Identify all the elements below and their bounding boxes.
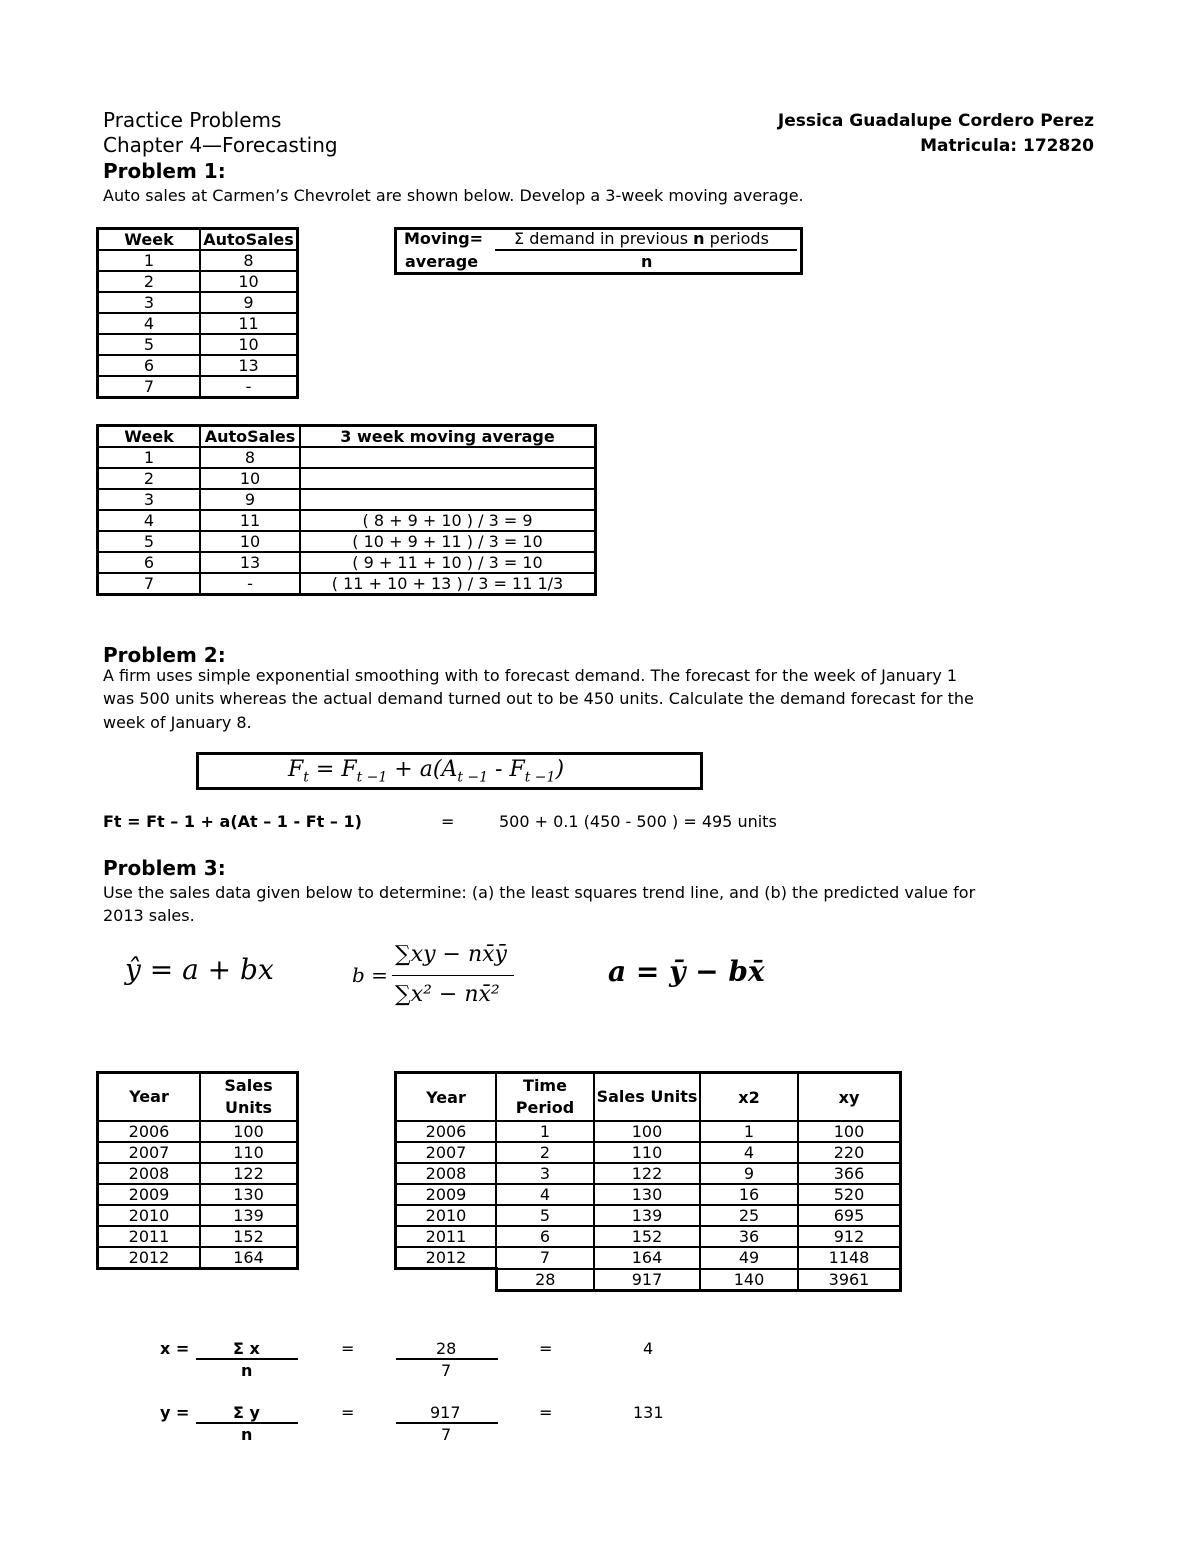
table-row bbox=[396, 1163, 901, 1184]
cell: 152 bbox=[200, 1226, 298, 1247]
cell: 130 bbox=[200, 1184, 298, 1205]
ybar-eq1: = bbox=[341, 1403, 355, 1422]
cell bbox=[300, 489, 596, 510]
ybar-label: y = bbox=[160, 1403, 190, 1422]
problem3-line2: 2013 sales. bbox=[103, 906, 195, 925]
table-header-row bbox=[98, 426, 596, 448]
table-row bbox=[98, 292, 298, 313]
table-row bbox=[98, 552, 596, 573]
cell: 139 bbox=[594, 1205, 700, 1226]
cell: ( 8 + 9 + 10 ) / 3 = 9 bbox=[300, 510, 596, 531]
slope-formula-label: b = bbox=[352, 963, 388, 987]
cell: 6 bbox=[496, 1226, 594, 1247]
cell: 122 bbox=[200, 1163, 298, 1184]
col-sales-units: Sales Units bbox=[594, 1073, 700, 1122]
ybar-value-fraction-line bbox=[396, 1422, 498, 1424]
table-row bbox=[98, 447, 596, 468]
intercept-formula: a = ȳ − bx̄ bbox=[608, 955, 765, 988]
table-row bbox=[98, 334, 298, 355]
cell: 2011 bbox=[396, 1226, 497, 1247]
problem1-statement: Auto sales at Carmen’s Chevrolet are shown below. Develop a 3-week moving average. bbox=[103, 186, 804, 205]
totals-row bbox=[396, 1269, 901, 1291]
cell: 4 bbox=[98, 313, 201, 334]
cell: 2011 bbox=[98, 1226, 201, 1247]
cell: 13 bbox=[200, 355, 298, 376]
cell: 2010 bbox=[98, 1205, 201, 1226]
problem3-line1: Use the sales data given below to determine: (a) the least squares trend line, and (b) the predicted value for bbox=[103, 883, 976, 902]
table-row bbox=[98, 1247, 298, 1269]
cell: 7 bbox=[98, 573, 201, 595]
chapter-title: Chapter 4—Forecasting bbox=[103, 133, 338, 157]
problem2-heading: Problem 2: bbox=[103, 643, 226, 667]
cell: 7 bbox=[496, 1247, 594, 1269]
cell: 2009 bbox=[396, 1184, 497, 1205]
xbar-value-fraction-line bbox=[396, 1358, 498, 1360]
cell: ( 11 + 10 + 13 ) / 3 = 11 1/3 bbox=[300, 573, 596, 595]
cell: 11 bbox=[200, 313, 298, 334]
matricula: Matricula: 172820 bbox=[920, 136, 1094, 156]
cell: 8 bbox=[200, 250, 298, 271]
xbar-eq2: = bbox=[539, 1339, 553, 1358]
cell: 3 bbox=[98, 489, 201, 510]
col-year: Year bbox=[98, 1073, 201, 1122]
table-row bbox=[98, 1142, 298, 1163]
calc-formula: Ft = Ft – 1 + a(At – 1 - Ft – 1) bbox=[103, 812, 362, 831]
cell: 5 bbox=[98, 531, 201, 552]
cell: 11 bbox=[200, 510, 300, 531]
problem2-line3: week of January 8. bbox=[103, 713, 252, 732]
total-time-period: 28 bbox=[496, 1269, 594, 1291]
cell: 10 bbox=[200, 531, 300, 552]
table-row bbox=[98, 313, 298, 334]
table-row bbox=[98, 355, 298, 376]
cell: 100 bbox=[798, 1121, 901, 1142]
table-row bbox=[98, 573, 596, 595]
cell: 2009 bbox=[98, 1184, 201, 1205]
cell: 520 bbox=[798, 1184, 901, 1205]
xbar-eq1: = bbox=[341, 1339, 355, 1358]
least-squares-table bbox=[394, 1071, 902, 1292]
page-title: Practice Problems bbox=[103, 108, 282, 132]
cell: 1 bbox=[700, 1121, 798, 1142]
exp-smoothing-formula: $F_t = F_{t -1} + a(A_{t -1} - F_{t -1})$ bbox=[288, 757, 565, 786]
table-row bbox=[396, 1121, 901, 1142]
xbar-value-den: 7 bbox=[441, 1361, 452, 1380]
calc-equals: = bbox=[441, 812, 455, 831]
table-row bbox=[98, 531, 596, 552]
calc-result: 500 + 0.1 (450 - 500 ) = 495 units bbox=[499, 812, 777, 831]
moving-average-table bbox=[96, 424, 597, 596]
col-moving-average: 3 week moving average bbox=[300, 426, 596, 448]
xbar-fraction-line bbox=[196, 1358, 298, 1360]
slope-formula-denominator: ∑x² − nx̄² bbox=[395, 982, 500, 1007]
cell: 1 bbox=[496, 1121, 594, 1142]
cell: 4 bbox=[496, 1184, 594, 1205]
xbar-result: 4 bbox=[643, 1339, 654, 1358]
col-x2: x2 bbox=[700, 1073, 798, 1122]
col-week: Week bbox=[98, 426, 201, 448]
problem1-heading: Problem 1: bbox=[103, 159, 226, 183]
cell: 9 bbox=[200, 292, 298, 313]
problem2-line1: A firm uses simple exponential smoothing with to forecast demand. The forecast for the week of January 1 bbox=[103, 666, 958, 685]
cell: 152 bbox=[594, 1226, 700, 1247]
cell: 122 bbox=[594, 1163, 700, 1184]
cell: 139 bbox=[200, 1205, 298, 1226]
table-row bbox=[98, 489, 596, 510]
cell: 9 bbox=[200, 489, 300, 510]
formula-fraction-line bbox=[495, 249, 797, 251]
cell: 2008 bbox=[396, 1163, 497, 1184]
cell: 695 bbox=[798, 1205, 901, 1226]
cell: 130 bbox=[594, 1184, 700, 1205]
cell: 110 bbox=[594, 1142, 700, 1163]
cell: 1 bbox=[98, 250, 201, 271]
cell: 2 bbox=[98, 468, 201, 489]
cell: 2 bbox=[98, 271, 201, 292]
cell bbox=[300, 468, 596, 489]
xbar-label: x = bbox=[160, 1339, 190, 1358]
problem2-line2: was 500 units whereas the actual demand turned out to be 450 units. Calculate the demand forecast for the bbox=[103, 689, 974, 708]
xbar-num: Σ x bbox=[233, 1339, 260, 1358]
table-header-row bbox=[98, 229, 298, 251]
formula-numerator: Σ demand in previous n periods bbox=[514, 229, 769, 248]
cell: 2012 bbox=[98, 1247, 201, 1269]
cell: - bbox=[200, 376, 298, 398]
cell: 164 bbox=[200, 1247, 298, 1269]
cell: 1148 bbox=[798, 1247, 901, 1269]
cell bbox=[300, 447, 596, 468]
cell: 36 bbox=[700, 1226, 798, 1247]
cell: 4 bbox=[700, 1142, 798, 1163]
cell: 164 bbox=[594, 1247, 700, 1269]
formula-moving-label: Moving= bbox=[404, 229, 484, 248]
table-row bbox=[396, 1226, 901, 1247]
cell: 1 bbox=[98, 447, 201, 468]
cell: 3 bbox=[496, 1163, 594, 1184]
formula-average-label: average bbox=[405, 252, 479, 271]
table-row bbox=[98, 1205, 298, 1226]
cell: 10 bbox=[200, 271, 298, 292]
trend-line-formula: ŷ = a + bx bbox=[125, 953, 274, 986]
cell: 220 bbox=[798, 1142, 901, 1163]
cell: 2006 bbox=[98, 1121, 201, 1142]
cell: 2006 bbox=[396, 1121, 497, 1142]
ybar-result: 131 bbox=[633, 1403, 664, 1422]
cell: ( 9 + 11 + 10 ) / 3 = 10 bbox=[300, 552, 596, 573]
cell: 10 bbox=[200, 468, 300, 489]
col-year: Year bbox=[396, 1073, 497, 1122]
sales-table bbox=[96, 1071, 299, 1270]
ybar-value-den: 7 bbox=[441, 1425, 452, 1444]
total-sales-units: 917 bbox=[594, 1269, 700, 1291]
empty-cell bbox=[396, 1269, 497, 1291]
xbar-den: n bbox=[241, 1361, 253, 1380]
cell: 8 bbox=[200, 447, 300, 468]
table-row bbox=[98, 1226, 298, 1247]
table-header-row bbox=[98, 1073, 298, 1122]
ybar-eq2: = bbox=[539, 1403, 553, 1422]
col-xy: xy bbox=[798, 1073, 901, 1122]
table-row bbox=[98, 1184, 298, 1205]
table-row bbox=[396, 1142, 901, 1163]
cell: 2 bbox=[496, 1142, 594, 1163]
col-autosales: AutoSales bbox=[200, 229, 298, 251]
slope-fraction-line bbox=[392, 975, 514, 976]
cell: 2007 bbox=[396, 1142, 497, 1163]
col-time-period: Time Period bbox=[496, 1073, 594, 1122]
ybar-value-num: 917 bbox=[430, 1403, 461, 1422]
cell: 7 bbox=[98, 376, 201, 398]
cell: 6 bbox=[98, 552, 201, 573]
table-row bbox=[98, 468, 596, 489]
cell: 2008 bbox=[98, 1163, 201, 1184]
cell: - bbox=[200, 573, 300, 595]
ybar-den: n bbox=[241, 1425, 253, 1444]
cell: 13 bbox=[200, 552, 300, 573]
cell: 4 bbox=[98, 510, 201, 531]
table-row bbox=[98, 1121, 298, 1142]
cell: 366 bbox=[798, 1163, 901, 1184]
cell: 25 bbox=[700, 1205, 798, 1226]
table-row bbox=[98, 510, 596, 531]
ybar-fraction-line bbox=[196, 1422, 298, 1424]
table-row bbox=[396, 1205, 901, 1226]
cell: 100 bbox=[200, 1121, 298, 1142]
table-row bbox=[98, 376, 298, 398]
xbar-value-num: 28 bbox=[436, 1339, 457, 1358]
cell: 16 bbox=[700, 1184, 798, 1205]
cell: ( 10 + 9 + 11 ) / 3 = 10 bbox=[300, 531, 596, 552]
problem3-heading: Problem 3: bbox=[103, 856, 226, 880]
cell: 110 bbox=[200, 1142, 298, 1163]
cell: 10 bbox=[200, 334, 298, 355]
col-autosales: AutoSales bbox=[200, 426, 300, 448]
table-row bbox=[396, 1184, 901, 1205]
formula-denominator: n bbox=[641, 252, 653, 271]
total-xy: 3961 bbox=[798, 1269, 901, 1291]
author-name: Jessica Guadalupe Cordero Perez bbox=[777, 111, 1094, 131]
cell: 100 bbox=[594, 1121, 700, 1142]
cell: 5 bbox=[98, 334, 201, 355]
table-header-row bbox=[396, 1073, 901, 1122]
slope-formula-numerator: ∑xy − nx̄ȳ bbox=[395, 942, 507, 967]
ybar-num: Σ y bbox=[233, 1403, 260, 1422]
cell: 9 bbox=[700, 1163, 798, 1184]
table-row bbox=[396, 1247, 901, 1269]
cell: 2012 bbox=[396, 1247, 497, 1269]
table-row bbox=[98, 1163, 298, 1184]
table-row bbox=[98, 271, 298, 292]
col-week: Week bbox=[98, 229, 201, 251]
col-sales-units: Sales Units bbox=[200, 1073, 298, 1122]
cell: 2010 bbox=[396, 1205, 497, 1226]
cell: 5 bbox=[496, 1205, 594, 1226]
autosales-table bbox=[96, 227, 299, 399]
cell: 6 bbox=[98, 355, 201, 376]
cell: 49 bbox=[700, 1247, 798, 1269]
cell: 2007 bbox=[98, 1142, 201, 1163]
total-x2: 140 bbox=[700, 1269, 798, 1291]
cell: 3 bbox=[98, 292, 201, 313]
table-row bbox=[98, 250, 298, 271]
cell: 912 bbox=[798, 1226, 901, 1247]
